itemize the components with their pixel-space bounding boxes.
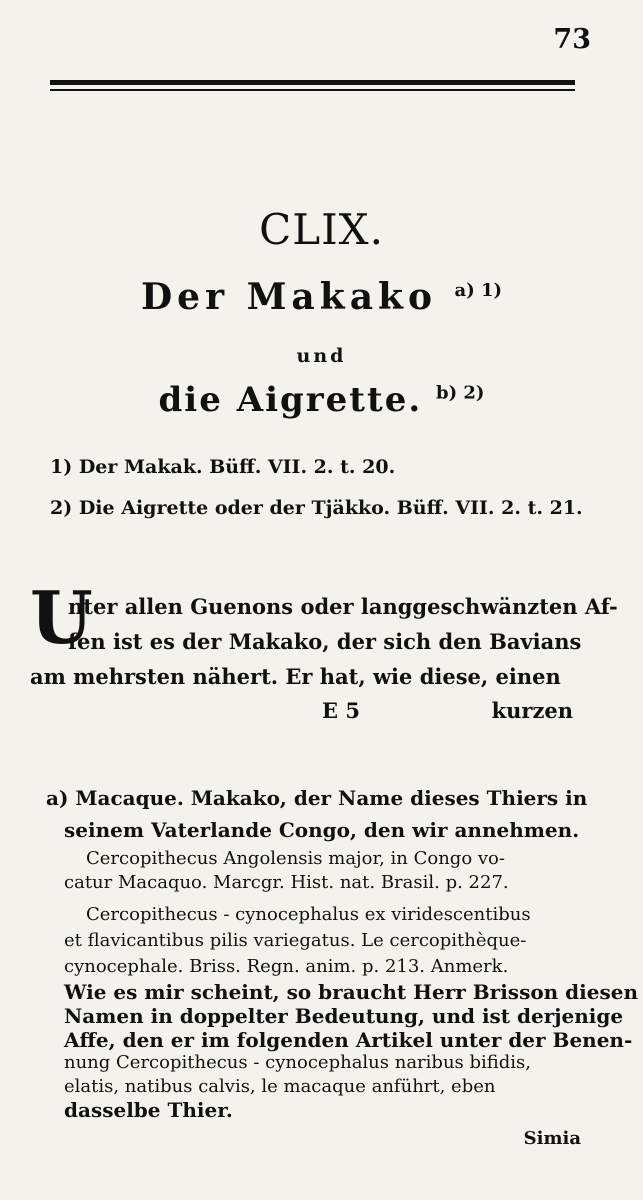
footnote-line: cynocephale. Briss. Regn. anim. p. 213. Anmerk. xyxy=(64,956,509,977)
chapter-number: CLIX. xyxy=(259,205,384,254)
title-second-text: die Aigrette. xyxy=(158,380,423,420)
footnote-line: seinem Vaterlande Congo, den wir annehmen. xyxy=(64,818,580,842)
body-line-1: nter allen Guenons oder langgeschwänzten Af- xyxy=(68,594,618,619)
footnote-line: Cercopithecus Angolensis major, in Congo vo- xyxy=(86,848,505,869)
footnote-line: Cercopithecus - cynocephalus ex viridescentibus xyxy=(86,904,531,925)
signature-mark: E 5 xyxy=(322,698,360,723)
footnote-line: Wie es mir scheint, so braucht Herr Brisson diesen xyxy=(64,980,639,1004)
page-number: 73 xyxy=(553,24,591,55)
footnote-line: nung Cercopithecus - cynocephalus naribus bifidis, xyxy=(64,1052,532,1073)
footnote-line: dasselbe Thier. xyxy=(64,1098,233,1122)
title-main-text: Der Makako xyxy=(140,276,437,318)
footnote-line: et flavicantibus pilis variegatus. Le cercopithèque- xyxy=(64,930,527,951)
title-second xyxy=(0,380,643,420)
body-line-3: am mehrsten nähert. Er hat, wie diese, einen xyxy=(30,664,561,689)
drop-cap: U xyxy=(30,575,93,660)
catchword: kurzen xyxy=(491,698,573,723)
footnote-line: Affe, den er im folgenden Artikel unter der Benen- xyxy=(64,1028,633,1052)
footnote-line: catur Macaquo. Marcgr. Hist. nat. Brasil. p. 227. xyxy=(64,872,509,893)
title-joiner: und xyxy=(296,345,347,367)
page-catchword: Simia xyxy=(523,1128,581,1149)
header-rule-thin xyxy=(50,89,575,91)
reference-2: 2) Die Aigrette oder der Tjäkko. Büff. VII. 2. t. 21. xyxy=(50,497,583,519)
title-main-refs: a) 1) xyxy=(454,280,503,301)
footnote-line: Namen in doppelter Bedeutung, und ist derjenige xyxy=(64,1004,624,1028)
footnote-line: elatis, natibus calvis, le macaque anführt, eben xyxy=(64,1076,496,1097)
footnote-line: a) Macaque. Makako, der Name dieses Thiers in xyxy=(46,786,588,810)
title-second-refs: b) 2) xyxy=(436,382,485,404)
title-main xyxy=(0,276,643,318)
reference-1: 1) Der Makak. Büff. VII. 2. t. 20. xyxy=(50,456,396,478)
header-rule-thick xyxy=(50,80,575,85)
body-line-2: fen ist es der Makako, der sich den Bavians xyxy=(68,629,582,654)
